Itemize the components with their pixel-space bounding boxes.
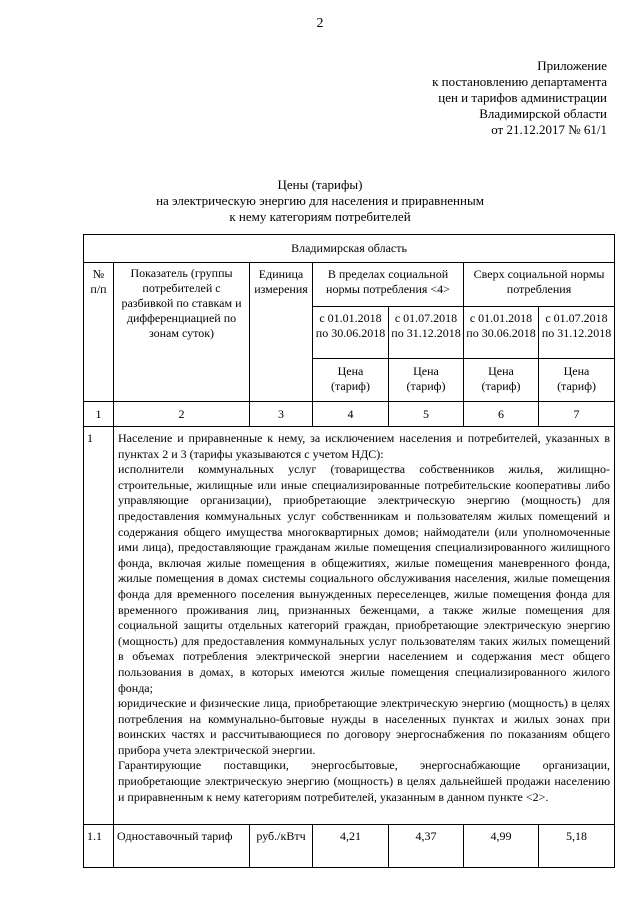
appendix-line: цен и тарифов администрации <box>438 90 607 105</box>
header-above-norm: Сверх социальной нормы потребления <box>464 263 615 307</box>
tariff-table <box>83 234 615 868</box>
row-description <box>114 427 615 825</box>
column-number: 3 <box>250 402 313 427</box>
tariff-value: 4,37 <box>389 825 464 868</box>
appendix-line: от 21.12.2017 № 61/1 <box>491 122 607 137</box>
header-price: Цена (тариф) <box>539 359 615 402</box>
header-period-1: с 01.01.2018 по 30.06.2018 <box>464 307 539 359</box>
row-number: 1.1 <box>84 825 114 868</box>
description-paragraph: Гарантирующие поставщики, энергосбытовые, энергоснабжающие организации, приобретающие электрическую энергию (мощность) в целях дальнейшей продажи населению и приравненным к нему категориям потребителей, указанным в данном пункте <2>. <box>118 758 611 804</box>
tariff-value: 4,21 <box>313 825 389 868</box>
column-number: 6 <box>464 402 539 427</box>
appendix-line: Владимирской области <box>479 106 607 121</box>
row-indicator: Одноставочный тариф <box>114 825 250 868</box>
header-num <box>84 263 114 402</box>
description-paragraph: юридические и физические лица, приобретающие электрическую энергию (мощность) в целях потребления на коммунально-бытовые нужды в населенных пунктах и жилых зонах при воинских частях и рассчитывающиеся по договору энергоснабжения по показаниям общего прибора учета электрической энергии. <box>118 696 611 757</box>
header-within-norm: В пределах социальной нормы потребления <4> <box>313 263 464 307</box>
header-period-2: с 01.07.2018 по 31.12.2018 <box>539 307 615 359</box>
column-number: 5 <box>389 402 464 427</box>
header-num-line: п/п <box>90 282 107 296</box>
tariff-value: 5,18 <box>539 825 615 868</box>
appendix-line: к постановлению департамента <box>432 74 607 89</box>
row-unit: руб./кВтч <box>250 825 313 868</box>
title-line: на электрическую энергию для населения и приравненным <box>156 193 484 208</box>
column-number: 2 <box>114 402 250 427</box>
description-paragraph: Население и приравненные к нему, за исключением населения и потребителей, указанных в пунктах 2 и 3 (тарифы указываются с учетом НДС): <box>118 431 611 461</box>
column-number: 1 <box>84 402 114 427</box>
column-number: 7 <box>539 402 615 427</box>
header-num-line: № <box>92 267 105 281</box>
document-title <box>0 177 640 225</box>
header-price: Цена (тариф) <box>464 359 539 402</box>
page-number: 2 <box>316 16 324 31</box>
title-line: к нему категориям потребителей <box>229 209 411 224</box>
column-number: 4 <box>313 402 389 427</box>
region-header: Владимирская область <box>84 235 615 263</box>
appendix-line: Приложение <box>537 58 607 73</box>
header-indicator: Показатель (группы потребителей с разбивкой по ставкам и дифференциацией по зонам суток) <box>114 263 250 402</box>
header-price: Цена (тариф) <box>389 359 464 402</box>
header-price: Цена (тариф) <box>313 359 389 402</box>
row-number: 1 <box>84 427 114 825</box>
appendix-header <box>432 58 607 138</box>
tariff-value: 4,99 <box>464 825 539 868</box>
header-unit: Единица измерения <box>250 263 313 402</box>
description-paragraph: исполнители коммунальных услуг (товарищества собственников жилья, жилищно-строительные, жилищные или иные специализированные потребительские кооперативы либо управляющие организации), приобретающие электрическую энергию (мощность) для предоставления коммунальных услуг собственникам и пользователям жилых помещений и содержания общего имущества многоквартирных домов; наймодатели (или уполномоченные ими лица), предоставляющие гражданам жилые помещения специализированного жилищного фонда, включая жилые помещения в общежитиях, жилые помещения маневренного фонда, жилые помещения в домах системы социального обслуживания населения, жилые помещения фонда для временного поселения вынужденных переселенцев, жилые помещения фонда для временного проживания лиц, признанных беженцами, а также жилые помещения для социальной защиты отдельных категорий граждан, приобретающие электрическую энергию (мощность) для предоставления коммунальных услуг пользователям таких жилых помещений в объемах потребления электрической энергии населением и содержания мест общего пользования в домах, в которых имеются жилые помещения специализированного жилого фонда; <box>118 462 611 695</box>
header-period-1: с 01.01.2018 по 30.06.2018 <box>313 307 389 359</box>
title-line: Цены (тарифы) <box>277 177 363 192</box>
header-period-2: с 01.07.2018 по 31.12.2018 <box>389 307 464 359</box>
